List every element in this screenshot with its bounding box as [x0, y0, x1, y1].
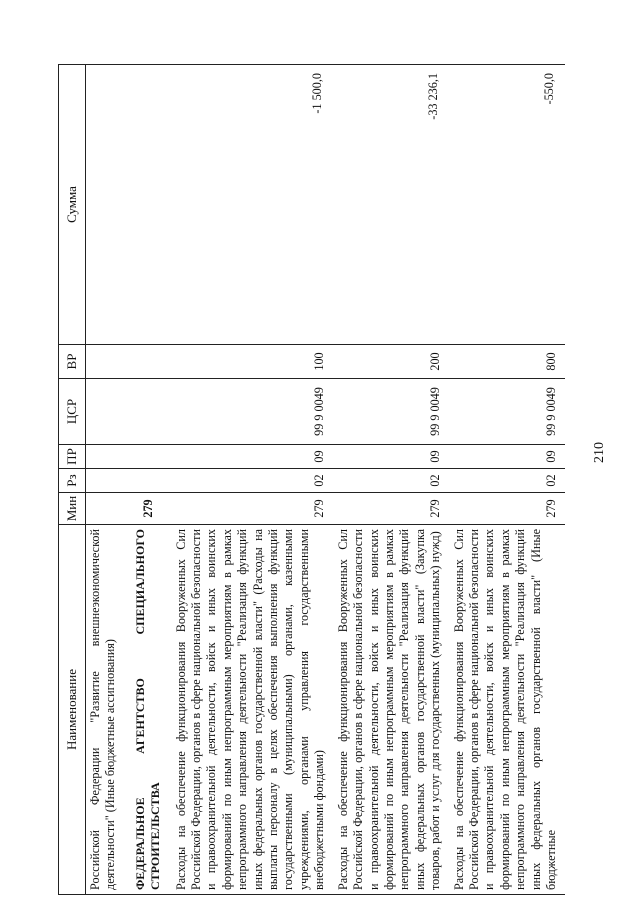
- row-min: 279: [125, 493, 172, 525]
- row-sum: -33 236,1: [334, 65, 450, 345]
- row-csr: [86, 379, 125, 445]
- row-pr: 09: [172, 445, 334, 469]
- table-row: [450, 65, 566, 895]
- row-vr: 200: [334, 345, 450, 379]
- table-row: [86, 65, 125, 895]
- header-rz: Рз: [59, 469, 86, 493]
- row-rz: 02: [172, 469, 334, 493]
- table-header-row: [59, 65, 86, 895]
- row-csr: 99 9 0049: [334, 379, 450, 445]
- header-min: Мин: [59, 493, 86, 525]
- header-sum: Сумма: [59, 65, 86, 345]
- row-pr: [86, 445, 125, 469]
- row-vr: 800: [450, 345, 566, 379]
- row-pr: 09: [450, 445, 566, 469]
- row-sum: [86, 65, 125, 345]
- row-vr: 100: [172, 345, 334, 379]
- budget-table: [58, 64, 565, 895]
- row-rz: 02: [334, 469, 450, 493]
- row-vr: [125, 345, 172, 379]
- row-sum: [125, 65, 172, 345]
- row-csr: [125, 379, 172, 445]
- row-rz: [86, 469, 125, 493]
- table-row: [172, 65, 334, 895]
- table-row: [125, 65, 172, 895]
- header-vr: ВР: [59, 345, 86, 379]
- row-pr: 09: [334, 445, 450, 469]
- row-sum: -550,0: [450, 65, 566, 345]
- row-csr: 99 9 0049: [450, 379, 566, 445]
- row-vr: [86, 345, 125, 379]
- page-number: 210: [592, 442, 607, 463]
- row-name: Расходы на обеспечение функционирования Вооруженных Сил Российской Федерации, органов в сфере национальной безопасности и правоохранительной деятельности, войск и иных воинских формирований по иным непрограммным мероприятиям в рамках непрограммного направления деятельности "Реализация функций иных федеральных органов государственной власти" (Иные бюджетные: [450, 525, 566, 895]
- row-min: 279: [172, 493, 334, 525]
- table-row: [334, 65, 450, 895]
- row-rz: [125, 469, 172, 493]
- row-min: [86, 493, 125, 525]
- row-min: 279: [450, 493, 566, 525]
- header-csr: ЦСР: [59, 379, 86, 445]
- header-name: Наименование: [59, 525, 86, 895]
- header-pr: ПР: [59, 445, 86, 469]
- row-min: 279: [334, 493, 450, 525]
- row-name: Российской Федерации "Развитие внешнеэкономической деятельности" (Иные бюджетные ассигнования): [86, 525, 125, 895]
- row-name: Расходы на обеспечение функционирования Вооруженных Сил Российской Федерации, органов в сфере национальной безопасности и правоохранительной деятельности, войск и иных воинских формирований по иным непрограммным мероприятиям в рамках непрограммного направления деятельности "Реализация функций иных федеральных органов государственной власти" (Закупка товаров, работ и услуг для государственных (муниципальных) нужд): [334, 525, 450, 895]
- row-name: Расходы на обеспечение функционирования Вооруженных Сил Российской Федерации, органов в сфере национальной безопасности и правоохранительной деятельности, войск и иных воинских формирований по иным непрограммным мероприятиям в рамках непрограммного направления деятельности "Реализация функций иных федеральных органов государственной власти" (Расходы на выплаты персоналу в целях обеспечения выполнения функций государственными (муниципальными) органами, казенными учреждениями, органами управления государственными внебюджетными фондами): [172, 525, 334, 895]
- row-name: ФЕДЕРАЛЬНОЕ АГЕНТСТВО СПЕЦИАЛЬНОГО СТРОИТЕЛЬСТВА: [125, 525, 172, 895]
- row-pr: [125, 445, 172, 469]
- row-rz: 02: [450, 469, 566, 493]
- row-sum: -1 500,0: [172, 65, 334, 345]
- row-csr: 99 9 0049: [172, 379, 334, 445]
